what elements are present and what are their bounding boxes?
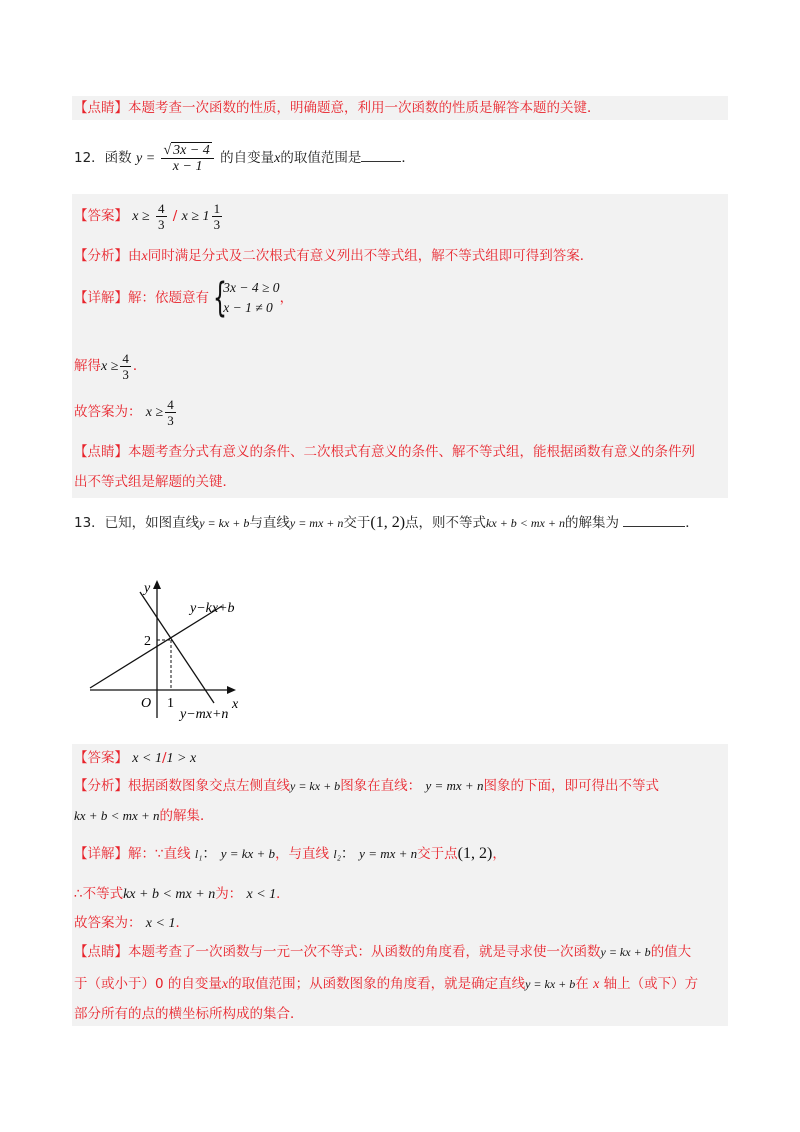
q13-therefore-t1: ∴不等式 xyxy=(74,886,124,902)
q13-answer-sep: / xyxy=(161,750,167,766)
q13-analysis-t3: 图象的下面，即可得出不等式 xyxy=(483,778,659,794)
y-axis-arrow-icon xyxy=(153,580,161,589)
q12-func-fraction: $\frac{√ 3x - 4}{x - 1}$ xyxy=(161,143,213,174)
q12-solve-end: ． xyxy=(132,358,147,374)
q12-question xyxy=(74,138,415,178)
label-line-mx-n: y−mx+n xyxy=(180,707,229,722)
q12-answer-a-den: 3 xyxy=(158,216,165,232)
q13-answer-line xyxy=(74,748,196,769)
q13-detail-end: ， xyxy=(492,846,506,862)
q13-graph xyxy=(84,570,274,725)
q13-point-line-2 xyxy=(74,974,698,995)
q12-solve-expr: x ≥ xyxy=(101,359,119,374)
q12-final-den: 3 xyxy=(167,412,174,428)
q13-point: (1, 2) xyxy=(370,514,406,531)
y-axis-label: y xyxy=(144,581,151,596)
q13-point-l2d: 轴上（或下）方 xyxy=(603,976,699,992)
q12-point-line-1 xyxy=(74,442,695,462)
q13-detail-l1: l₁ xyxy=(194,847,203,861)
q12-answer-b: x ≥ 1 xyxy=(181,209,210,224)
point-text: 本题考查一次函数的性质，明确题意，利用一次函数的性质是解答本题的关键． xyxy=(128,100,601,116)
q12-analysis-text: 同时满足分式及二次根式有意义列出不等式组，解不等式组即可得到答案． xyxy=(147,248,594,264)
q13-detail-l2: l₂ xyxy=(333,847,341,861)
q13-detail-t2: ，与直线 xyxy=(275,846,330,862)
q13-point-l2x: x xyxy=(593,977,600,992)
q12-final-text: 故答案为： xyxy=(74,404,142,420)
q13-point-line-1 xyxy=(74,942,691,962)
x-axis-arrow-icon xyxy=(227,686,236,694)
q12-end: ． xyxy=(401,150,415,166)
q13-answer-a: x < 1 xyxy=(132,751,162,766)
q12-solve-den: 3 xyxy=(122,366,129,382)
label-line-kx-b: y−kx+b xyxy=(190,601,235,616)
point-tag: 【点睛】 xyxy=(74,444,128,460)
q12-final-num: 4 xyxy=(167,396,174,412)
q12-text-end: 的取值范围是 xyxy=(280,150,362,166)
q13-point-line-3 xyxy=(74,1004,304,1024)
q13-line1: y = kx + b xyxy=(199,516,250,530)
q12-detail-comma: ， xyxy=(279,290,294,306)
q12-answer-b-num: 1 xyxy=(213,200,221,216)
q13-analysis-line-1 xyxy=(74,776,659,796)
q12-number: 12．函数 xyxy=(74,150,132,166)
q13-analysis-t2: 图象在直线： xyxy=(340,778,422,794)
q12-final-expr: x ≥ xyxy=(145,405,164,420)
q13-detail-e1: y = kx + b xyxy=(220,846,276,861)
q13-point-l1b: 的值大 xyxy=(650,944,692,960)
q13-final-text: 故答案为： xyxy=(74,915,142,931)
q13-inequality: kx + b < mx + n xyxy=(486,516,565,530)
q12-solve-num: 4 xyxy=(122,350,129,366)
point-tag: 【点睛】 xyxy=(74,100,128,116)
q13-answer-b: 1 > x xyxy=(166,751,197,766)
x-tick-label: 1 xyxy=(167,696,174,711)
q13-point-l2b: 的取值范围；从函数图象的角度看，就是确定直线 xyxy=(228,976,526,992)
y-tick-label: 2 xyxy=(144,634,151,649)
q13-therefore-end: ． xyxy=(276,886,290,902)
q13-detail-point: (1, 2) xyxy=(457,845,493,862)
q13-t3: 点，则不等式 xyxy=(405,515,487,531)
q13-analysis-l1: y = kx + b xyxy=(290,779,341,793)
q13-point-l1a: 本题考查了一次函数与一元一次不等式：从函数的角度看，就是寻求使一次函数 xyxy=(128,944,601,960)
q12-answer-a-fraction xyxy=(156,201,167,232)
q13-point-l2a: 于（或小于）0 的自变量 xyxy=(74,976,222,992)
q13-detail-line xyxy=(74,844,506,865)
q12-func-numerator: 3x − 4 xyxy=(173,142,210,158)
q12-detail-line xyxy=(74,276,293,320)
q12-sys-row-1: 3x − 4 ≥ 0 xyxy=(223,280,280,295)
q13-point-l2v: x xyxy=(221,977,229,992)
q12-analysis-var: x xyxy=(141,249,148,264)
detail-tag: 【详解】 xyxy=(74,290,128,306)
q13-detail-t3: 交于点 xyxy=(417,846,458,862)
q12-detail-text: 解：依题意有 xyxy=(128,290,209,306)
analysis-tag: 【分析】 xyxy=(74,778,128,794)
q12-point-line-2 xyxy=(74,472,236,492)
q13-therefore-line xyxy=(74,884,290,905)
q13-detail-colon: ： xyxy=(202,847,217,862)
answer-tag: 【答案】 xyxy=(74,208,128,224)
q12-answer-b-den: 3 xyxy=(213,216,221,232)
q13-detail-t1: 解：∵直线 xyxy=(128,846,191,862)
q12-answer-line xyxy=(74,198,224,234)
q13-therefore-t2: 为： xyxy=(215,886,243,902)
q13-point-l2c: 在 xyxy=(575,976,589,992)
point-prev-line xyxy=(74,98,601,118)
q13-end: ． xyxy=(685,515,699,531)
q13-point-l3: 部分所有的点的横坐标所构成的集合． xyxy=(74,1006,304,1022)
q12-solve-text: 解得 xyxy=(74,358,101,374)
q12-answer-blank xyxy=(361,147,401,162)
q13-detail-colon: ： xyxy=(340,847,355,862)
q13-final-res: x < 1 xyxy=(145,916,176,931)
q12-point-text-2: 出不等式组是解题的关键． xyxy=(74,474,236,490)
detail-tag: 【详解】 xyxy=(74,846,128,862)
q13-analysis-t1: 根据函数图象交点左侧直线 xyxy=(128,778,290,794)
analysis-tag: 【分析】 xyxy=(74,248,128,264)
q12-answer-a: x ≥ xyxy=(132,209,150,224)
point-tag: 【点睛】 xyxy=(74,944,128,960)
q13-final-line xyxy=(74,913,189,934)
q12-point-text-1: 本题考查分式有意义的条件、二次根式有意义的条件、解不等式组，能根据函数有意义的条件列 xyxy=(128,444,695,460)
q12-answer-b-fraction xyxy=(212,201,223,232)
q13-therefore-ineq: kx + b < mx + n xyxy=(123,887,216,902)
q13-detail-e2: y = mx + n xyxy=(359,846,418,861)
q13-analysis-line-2 xyxy=(74,806,214,826)
q12-solve-line xyxy=(74,348,146,384)
q13-analysis-t4: 的解集． xyxy=(159,808,214,824)
line-kx-b xyxy=(90,606,222,688)
brace-icon: { xyxy=(213,275,228,321)
q12-func-y: y = xyxy=(135,151,156,166)
q12-answer-sep: / xyxy=(172,208,178,224)
q13-analysis-l2: y = mx + n xyxy=(425,778,484,793)
origin-label: O xyxy=(141,696,152,711)
q13-t2: 交于 xyxy=(343,515,371,531)
q13-line2: y = mx + n xyxy=(289,516,344,530)
q13-number: 13．已知，如图直线 xyxy=(74,515,200,531)
q12-func-denominator: x − 1 xyxy=(172,158,203,174)
q12-inequality-system xyxy=(213,275,280,321)
q13-question xyxy=(74,512,699,533)
q12-analysis-line xyxy=(74,246,593,267)
q13-point-l2e: y = kx + b xyxy=(525,977,576,991)
x-axis-label: x xyxy=(232,697,239,712)
q12-final-line xyxy=(74,394,178,430)
q13-answer-blank xyxy=(623,512,685,527)
q13-t4: 的解集为 xyxy=(564,515,619,531)
q13-t1: 与直线 xyxy=(249,515,290,531)
q12-solve-fraction xyxy=(120,351,131,382)
q13-final-end: ． xyxy=(175,915,189,931)
q12-sys-row-2: x − 1 ≠ 0 xyxy=(223,300,273,315)
q12-final-fraction xyxy=(165,397,176,428)
q12-answer-a-num: 4 xyxy=(158,200,165,216)
q13-therefore-res: x < 1 xyxy=(246,887,277,902)
q12-text-after: 的自变量 xyxy=(220,150,275,166)
q13-analysis-ineq: kx + b < mx + n xyxy=(74,808,160,823)
answer-tag: 【答案】 xyxy=(74,750,128,766)
q12-var: x xyxy=(274,151,281,166)
q13-point-l1e: y = kx + b xyxy=(600,945,651,959)
q12-analysis-pre: 由 xyxy=(128,248,142,264)
